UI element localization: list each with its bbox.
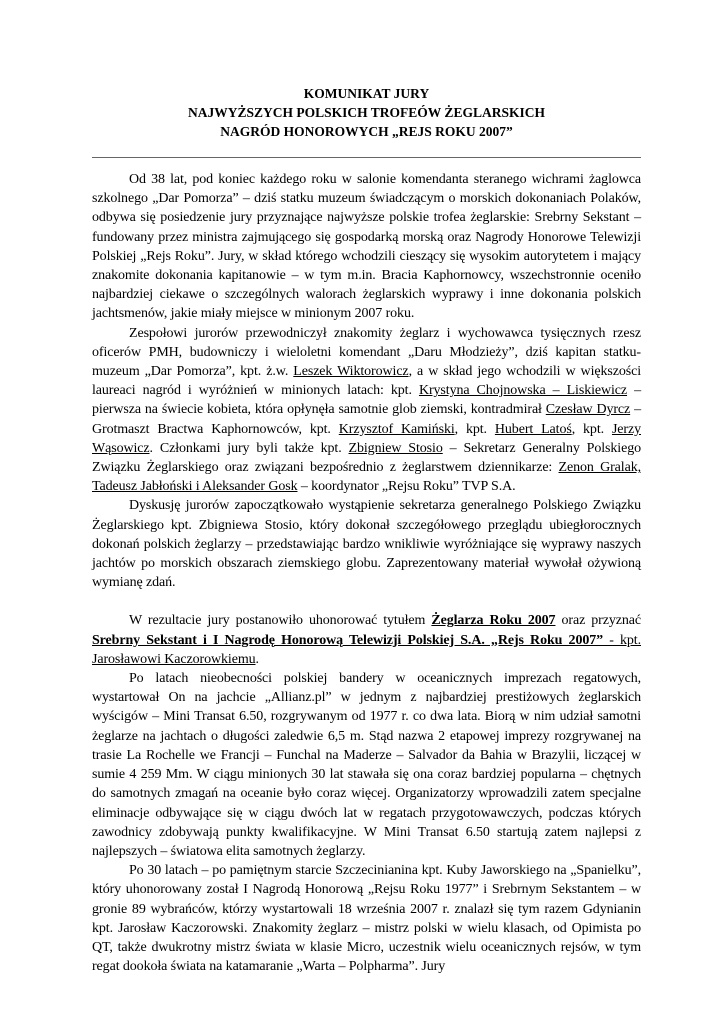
award-title: Żeglarza Roku 2007 [431,613,556,629]
paragraph-intro: Od 38 lat, pod koniec każdego roku w salonie komendanta steranego wichrami żaglowca szkolnego „Dar Pomorza” – dziś statku muzeum świadczącym o morskich dokonaniach Polaków, odbywa się posiedzenie jury przyznające najwyższe polskie trofea żeglarskie: Srebrny Sekstant – fundowany przez ministra zajmującego się gospodarką morską oraz Nagrody Honorowe Telewizji Polskiej „Rejs Roku”. Jury, w skład którego wchodzili cieszący się wysokim autorytetem i mający znakomite dokonania kapitanowie – w tym m.in. Bracia Kaphornowcy, wszechstronnie oceniło najbardziej ciekawe o szczególnych walorach żeglarskich wyprawy i inne dokonania polskich jachtsmenów, jakie miały miejsce w minionym 2007 roku. [92,172,641,322]
header-line-2: NAJWYŻSZYCH POLSKICH TROFEÓW ŻEGLARSKICH [188,105,545,120]
juror-name: Jerzy Wąsowicz [92,421,641,456]
text-run: W rezultacie jury postanowiło uhonorować tytułem [129,613,432,629]
text-run: – koordynator „Rejsu Roku” TVP S.A. [297,479,516,495]
text-run: . [255,651,259,667]
paragraph-mini-transat: Po latach nieobecności polskiej bandery w oceanicznych imprezach regatowych, wystartował On na jachcie „Allianz.pl” w jednym z najbardziej prestiżowych żeglarskich wyścigów – Mini Transat 6.50, rozgrywanym od 1977 r. co dwa lata. Biorą w nim udział samotni żeglarze na jachtach o długości zaledwie 6,5 m. Stąd nazwa 2 etapowej imprezy rozgrywanej na trasie La Rochelle we Francji – Funchal na Maderze – Salvador da Bahia w Brazylii, liczącej w sumie 4 259 Mm. W ciągu minionych 30 lat stawała się ona coraz bardziej popularna – chętnych do samotnych zmagań na oceanie było coraz więcej. Organizatorzy wprowadzili zatem specjalne eliminacje odbywające się w ciągu dwóch lat w regatach przygotowawczych, podczas których zawodnicy zdobywają punkty kwalifikacyjne. W Mini Transat 6.50 startują zatem najlepsi z najlepszych – światowa elita samotnych żeglarzy. [92,671,641,859]
journalist-names: Zenon Gralak, Tadeusz Jabłoński i Aleksander Gosk [92,460,641,495]
document-body [92,170,641,976]
paragraph-discussion: Dyskusję jurorów zapoczątkowało wystąpienie sekretarza generalnego Polskiego Związku Żeglarskiego kpt. Zbigniewa Stosio, który dokonał szczegółowego przeglądu ubiegłorocznych dokonań polskich żeglarzy – przedstawiając bardzo wnikliwie wyróżniające się wyprawy naszych jachtów po morskich obszarach ziemskiego globu. Zaprezentowany materiał wywołał ożywioną wymianę zdań. [92,498,641,591]
document-page [92,84,641,976]
juror-name: Hubert Latoś [494,421,572,437]
header-line-1: KOMUNIKAT JURY [303,86,430,101]
header-line-3: NAGRÓD HONOROWYCH „REJS ROKU 2007” [220,124,513,139]
juror-name: Zbigniew Stosio [348,440,443,456]
juror-name: Leszek Wiktorowicz [293,364,409,380]
juror-name: Czesław Dyrcz [545,402,631,418]
text-run: Zespołowi jurorów przewodniczył znakomity żeglarz i wychowawca tysięcznych rzesz oficerów PMH, budowniczy i wieloletni komendant „Daru Młodzieży”, dziś kapitan statku-muzeum „Dar Pomorza”, kpt. ż.w. [92,325,641,380]
award-prize: Srebrny Sekstant i I Nagrodę Honorową Telewizji Polskiej S.A. „Rejs Roku 2007” [92,632,604,648]
text-run: oraz przyznać [555,613,641,629]
text-run: , kpt. [571,421,612,437]
text-run: . Członkami jury byli także kpt. [149,440,349,456]
paragraph-award [92,611,641,669]
text-run: , a w skład jego wchodzili w większości laureaci nagród i wyróżnień w minionych latach: kpt. [92,364,641,399]
text-run: – Sekretarz Generalny Polskiego Związku Żeglarskiego oraz związani bezpośrednio z żeglarstwem dziennikarze: [92,440,642,476]
text-run: – Grotmaszt Bractwa Kaphornowców, kpt. [92,402,641,437]
award-recipient: - kpt. Jarosławowi Kaczorowkiemu [92,632,641,667]
juror-name: Krzysztof Kamiński [338,421,455,437]
text-run: – pierwsza na świecie kobieta, która opłynęła samotnie glob ziemski, kontradmirał [92,383,642,418]
header-divider [92,157,641,158]
document-header [92,84,641,141]
text-run: , kpt. [454,421,495,437]
juror-name: Krystyna Chojnowska – Liskiewicz [418,383,628,399]
paragraph-history: Po 30 latach – po pamiętnym starcie Szczecinianina kpt. Kuby Jaworskiego na „Spanielku”, który uhonorowany został I Nagrodą Honorową „Rejsu Roku 1977” i Srebrnym Sekstantem – w gronie 89 wybrańców, którzy wystartowali 18 września 2007 r. znalazł się tym razem Gdynianin kpt. Jarosław Kaczorowski. Znakomity żeglarz – mistrz polski w wielu klasach, od Opimista po QT, także dwukrotny mistrz świata w klasie Micro, uczestnik wielu oceanicznych rejsów, w tym regat dookoła świata na katamaranie „Warta – Polpharma”. Jury [92,863,641,975]
paragraph-jury [92,324,641,497]
